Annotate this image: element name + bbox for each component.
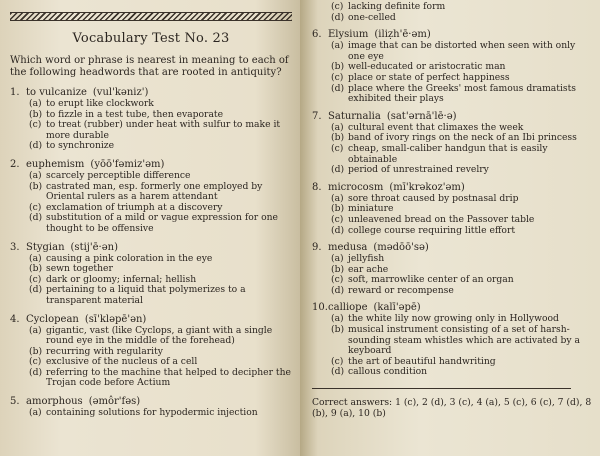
option-letter: (b): [29, 263, 43, 275]
option-text: pertaining to a liquid that polymerizes to a transparent material: [46, 284, 246, 306]
option-letter: (c): [29, 119, 42, 131]
answer-option: [10, 213, 292, 234]
answer-option: [312, 226, 594, 237]
option-text: reward or recompense: [348, 284, 454, 296]
option-letter: (a): [331, 40, 344, 52]
option-letter: (a): [331, 192, 344, 204]
option-letter: (d): [331, 224, 345, 236]
option-letter: (b): [331, 263, 345, 275]
right-page: [300, 0, 600, 456]
option-letter: (b): [331, 132, 345, 144]
option-letter: (b): [29, 180, 43, 192]
option-text: musical instrument consisting of a set of harsh-sounding steam whistles which are activated by a keyboard: [348, 324, 580, 357]
option-letter: (c): [331, 274, 344, 286]
headword: medusa: [328, 242, 368, 254]
answer-option: [10, 141, 292, 152]
option-letter: (c): [331, 1, 344, 12]
pronunciation: (iliẓh'ē·əm): [374, 29, 431, 41]
option-text: to erupt like clockwork: [46, 98, 154, 109]
question-number: 4.: [10, 313, 20, 325]
option-text: containing solutions for hypodermic injection: [46, 407, 258, 419]
option-letter: (c): [331, 213, 344, 225]
option-letter: (a): [29, 98, 42, 109]
option-text: castrated man, esp. formerly one employed by Oriental rulers as a harem attendant: [46, 180, 263, 203]
option-letter: (b): [331, 324, 345, 336]
option-letter: (d): [29, 140, 43, 152]
option-letter: (b): [29, 345, 43, 357]
headword: euphemism: [26, 158, 85, 170]
option-letter: (c): [331, 71, 344, 83]
option-letter: (a): [331, 121, 344, 133]
headword: to vulcanize: [26, 87, 87, 98]
option-letter: (d): [29, 212, 43, 224]
option-text: college course requiring little effort: [348, 224, 516, 236]
option-letter: (b): [29, 108, 43, 120]
option-letter: (a): [29, 169, 42, 181]
answer-option: [312, 367, 594, 378]
answer-option: [312, 325, 594, 357]
option-letter: (d): [331, 11, 345, 23]
option-letter: (d): [331, 82, 345, 94]
option-text: sewn together: [46, 263, 113, 275]
answer-option: [10, 182, 292, 203]
option-letter: (c): [331, 142, 344, 154]
headword: Saturnalia: [328, 110, 381, 122]
question-item: [312, 302, 594, 378]
option-letter: (c): [331, 355, 344, 367]
option-letter: (a): [29, 324, 42, 336]
option-letter: (a): [29, 252, 42, 264]
option-letter: (d): [331, 164, 345, 176]
option-text: band of ivory rings on the neck of an Ibi princess: [348, 132, 577, 144]
option-text: recurring with regularity: [46, 345, 163, 357]
pronunciation: (sat'ərnā'lē·ə): [386, 110, 457, 122]
option-letter: (c): [29, 273, 42, 285]
option-text: to treat (rubber) under heat with sulfur to make it more durable: [46, 119, 281, 141]
question-number: 3.: [10, 241, 20, 253]
answer-option: [10, 285, 292, 306]
question-item: [10, 87, 292, 152]
pronunciation: (vul'kəniz'): [92, 87, 149, 98]
answer-option: [312, 165, 594, 176]
option-text: to fizzle in a test tube, then evaporate: [46, 108, 224, 120]
option-text: ear ache: [348, 263, 389, 275]
question-number: 6.: [312, 29, 322, 41]
pronunciation: (kalī'əpē): [373, 302, 421, 314]
answer-option: [10, 120, 292, 141]
option-letter: (d): [331, 366, 345, 378]
option-text: jellyfish: [348, 253, 385, 265]
option-letter: (b): [331, 61, 345, 73]
answer-option: [312, 41, 594, 62]
option-text: exclusive of the nucleus of a cell: [46, 356, 198, 368]
answer-option: [312, 84, 594, 105]
option-letter: (d): [29, 284, 43, 296]
option-text: place or state of perfect happiness: [348, 71, 510, 83]
pronunciation: (sī'kləpē'ən): [84, 313, 147, 325]
pronunciation: (yōō'fəmiz'əm): [90, 158, 165, 170]
question-number: 5.: [10, 396, 20, 408]
headword: calliope: [328, 302, 368, 314]
headword: Stygian: [26, 241, 65, 253]
option-letter: (a): [331, 313, 344, 325]
question-item: [312, 29, 594, 105]
option-text: lacking definite form: [348, 1, 446, 12]
option-text: unleavened bread on the Passover table: [348, 213, 535, 225]
left-question-list: [10, 87, 292, 419]
option-text: to synchronize: [46, 140, 115, 152]
option-text: cultural event that climaxes the week: [348, 121, 524, 133]
test-title: Vocabulary Test No. 23: [72, 31, 230, 46]
question-number: 9.: [312, 242, 322, 254]
option-text: gigantic, vast (like Cyclops, a giant with a single round eye in the middle of the forehead): [46, 324, 273, 347]
headword: Elysium: [328, 29, 369, 41]
answer-option: [312, 13, 594, 24]
answer-divider: [312, 388, 571, 389]
option-text: one-celled: [348, 11, 396, 23]
question-item: [312, 111, 594, 176]
question-number: 1.: [10, 87, 20, 98]
question-item: [312, 242, 594, 296]
headword: microcosm: [328, 181, 384, 193]
option-text: cheap, small-caliber handgun that is easily obtainable: [348, 142, 548, 165]
option-letter: (c): [29, 356, 42, 368]
answer-option: [10, 368, 292, 389]
option-letter: (d): [331, 284, 345, 296]
option-text: the art of beautiful handwriting: [348, 355, 496, 367]
answer-option: [312, 144, 594, 165]
option-letter: (b): [331, 203, 345, 215]
question-number: 7.: [312, 110, 322, 122]
option-text: dark or gloomy; infernal; hellish: [46, 273, 197, 285]
pronunciation: (mī'krəkoz'əm): [389, 181, 465, 193]
answer-option: [10, 408, 292, 419]
question-number: 8.: [312, 181, 322, 193]
question-item: [10, 396, 292, 419]
correct-answers: Correct answers: 1 (c), 2 (d), 3 (c), 4 (a), 5 (c), 6 (c), 7 (d), 8 (b), 9 (a), 10 (b): [312, 397, 592, 420]
question-item: [10, 314, 292, 390]
pronunciation: (stij'ē·ən): [70, 241, 118, 253]
question-number: 10.: [312, 302, 328, 314]
option-text: well-educated or aristocratic man: [348, 61, 506, 73]
answer-option: [10, 326, 292, 347]
option-text: soft, marrowlike center of an organ: [348, 274, 514, 286]
option-text: period of unrestrained revelry: [348, 164, 489, 176]
option-text: substitution of a mild or vague expression for one thought to be offensive: [46, 212, 278, 234]
option-letter: (d): [29, 366, 43, 378]
option-text: exclamation of triumph at a discovery: [46, 201, 223, 213]
right-question-list: [312, 29, 594, 378]
option-text: the white lily now growing only in Hollywood: [348, 313, 559, 325]
option-letter: (a): [29, 407, 42, 419]
answer-option: [312, 286, 594, 297]
option-text: miniature: [348, 203, 394, 215]
option-text: referring to the machine that helped to decipher the Trojan code before Actium: [46, 366, 291, 389]
decorative-rule: [10, 12, 292, 21]
headword: amorphous: [26, 396, 83, 408]
test-instructions: Which word or phrase is nearest in meaning to each of the following headwords that are rooted in antiquity?: [10, 55, 289, 78]
pronunciation: (mədōō'sə): [373, 242, 429, 254]
option-text: scarcely perceptible difference: [46, 169, 191, 181]
continued-options: [312, 2, 594, 23]
option-text: place where the Greeks' most famous dramatists exhibited their plays: [348, 82, 577, 105]
headword: Cyclopean: [26, 313, 79, 325]
question-number: 2.: [10, 158, 20, 170]
option-text: callous condition: [348, 366, 428, 378]
option-text: causing a pink coloration in the eye: [46, 252, 213, 264]
question-item: [312, 182, 594, 236]
pronunciation: (əmôr'fəs): [88, 396, 141, 408]
option-letter: (a): [331, 253, 344, 265]
option-text: image that can be distorted when seen with only one eye: [348, 40, 576, 62]
option-text: sore throat caused by postnasal drip: [348, 192, 519, 204]
option-letter: (c): [29, 201, 42, 213]
question-item: [10, 242, 292, 307]
question-item: [10, 159, 292, 235]
